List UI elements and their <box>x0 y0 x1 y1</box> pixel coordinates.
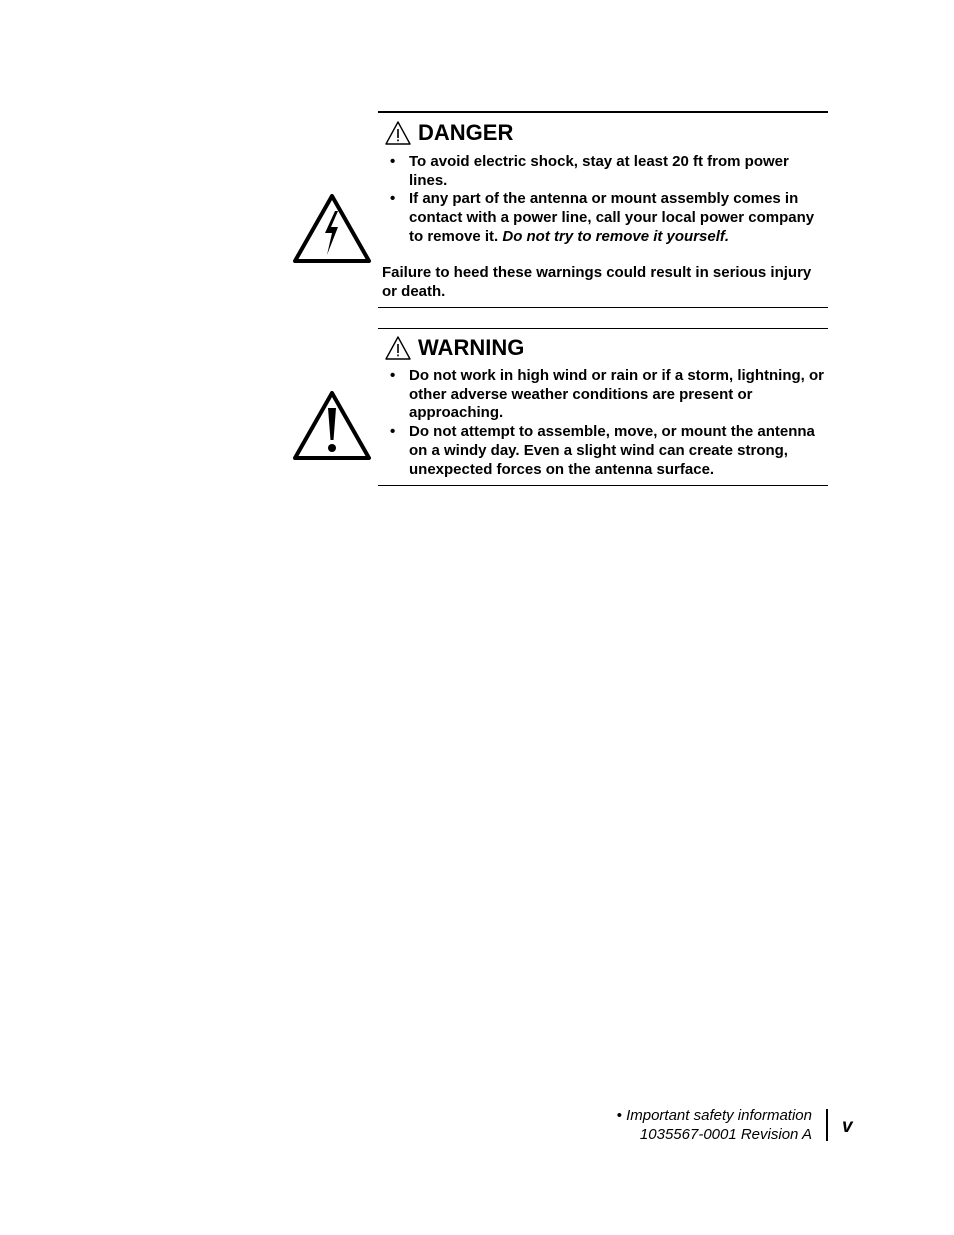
list-item: • Do not attempt to assemble, move, or mount the antenna on a windy day. Even a slight wind can create strong, unexpected forces on the antenna surface. <box>390 423 824 479</box>
warning-heading-text: WARNING <box>418 335 525 360</box>
list-item: • If any part of the antenna or mount assembly comes in contact with a power line, call your local power company to remove it. Do not try to remove it yourself. <box>390 190 824 246</box>
footer-section: • Important safety information <box>616 1107 812 1124</box>
danger-block <box>378 111 828 308</box>
warning-heading <box>384 335 524 361</box>
footer-text <box>617 1106 812 1144</box>
warning-block <box>378 328 828 486</box>
exclamation-triangle-icon <box>292 390 372 462</box>
small-warning-triangle-icon <box>384 120 412 146</box>
warning-list <box>390 367 824 479</box>
danger-list <box>390 153 824 247</box>
danger-heading-text: DANGER <box>418 120 514 145</box>
emphasis-text: Do not try to remove it yourself. <box>502 227 730 245</box>
page-number: v <box>842 1116 853 1137</box>
list-item: • To avoid electric shock, stay at least 20 ft from power lines. <box>390 153 824 190</box>
list-item: • Do not work in high wind or rain or if a storm, lightning, or other adverse weather conditions are present or approaching. <box>390 367 824 423</box>
failure-note: Failure to heed these warnings could result in serious injury or death. <box>382 264 812 300</box>
electric-shock-triangle-icon <box>292 193 372 265</box>
footer-divider <box>826 1109 828 1141</box>
footer-doc-id: 1035567-0001 Revision A <box>639 1126 812 1143</box>
danger-heading <box>384 120 513 146</box>
small-warning-triangle-icon <box>384 335 412 361</box>
